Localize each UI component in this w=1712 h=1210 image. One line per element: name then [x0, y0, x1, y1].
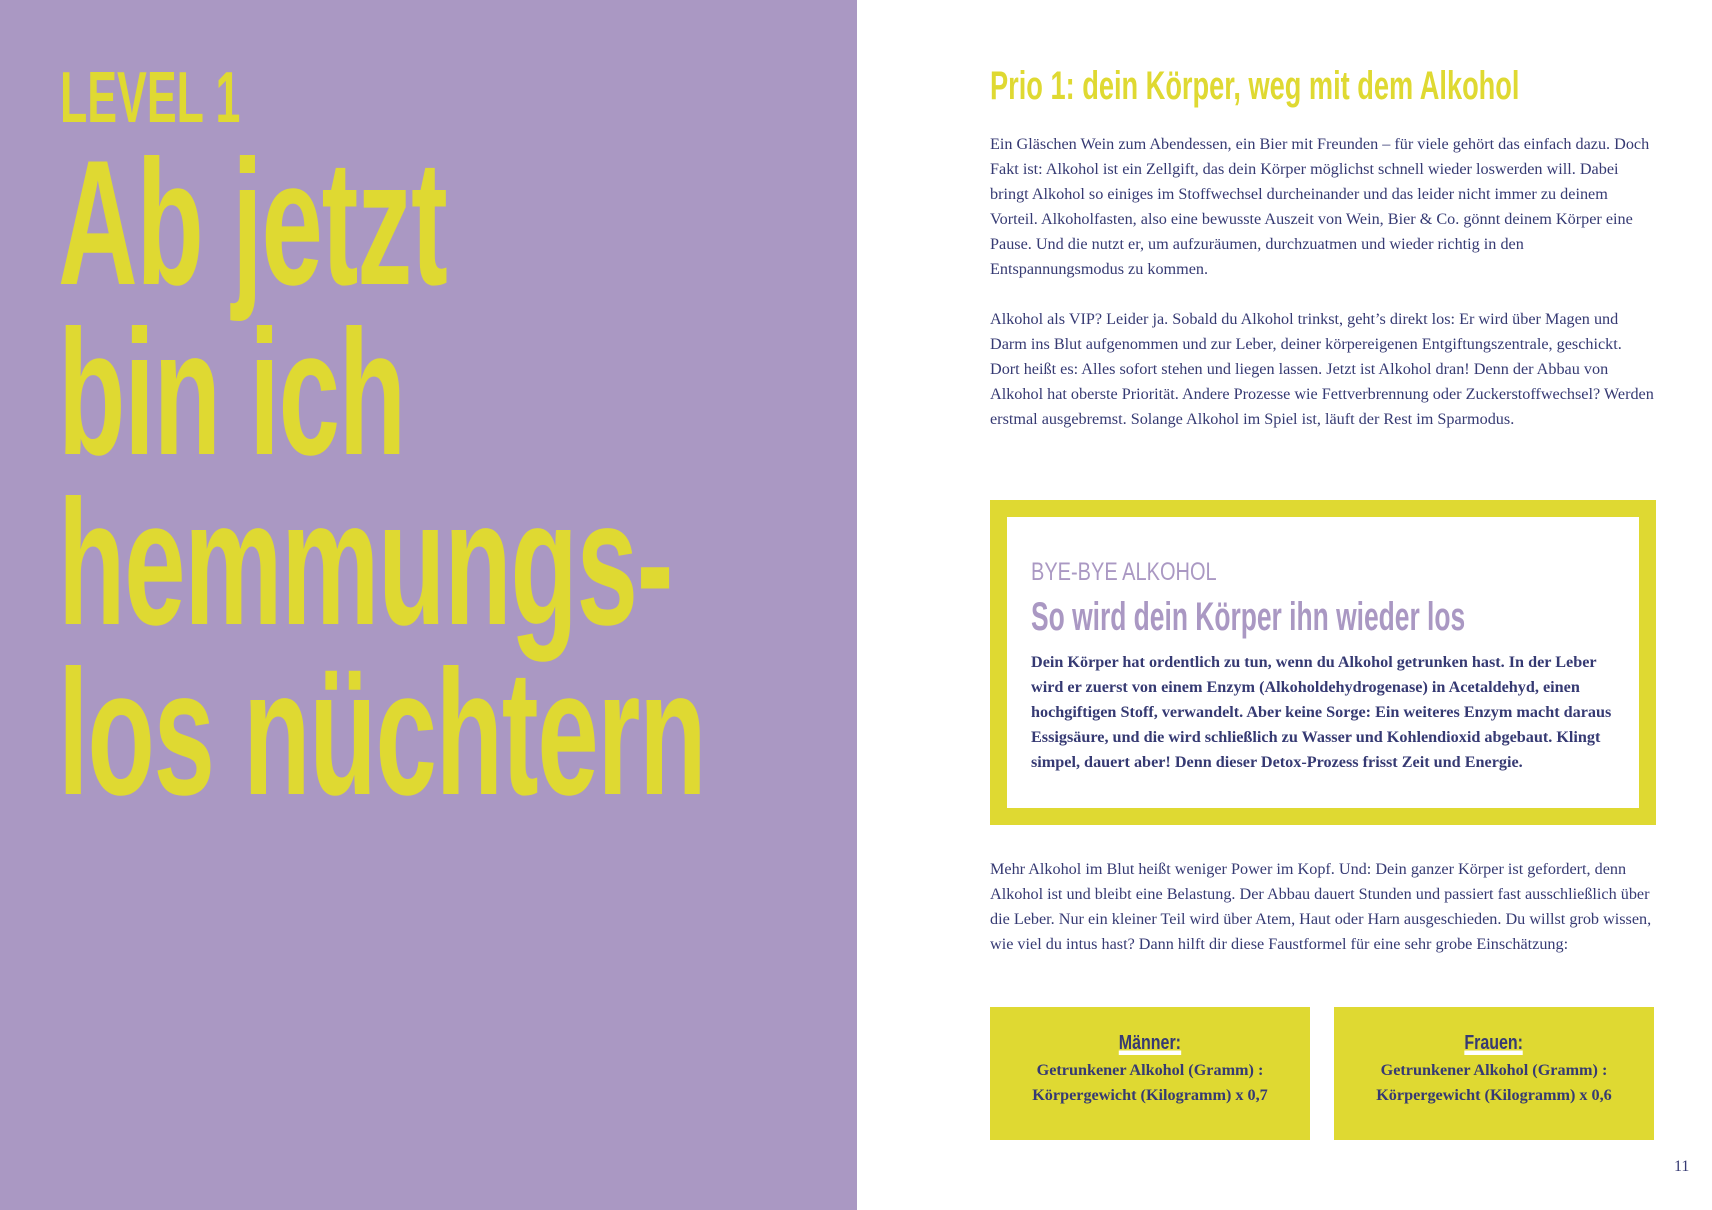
body-paragraph-3: Mehr Alkohol im Blut heißt weniger Power im Kopf. Und: Dein ganzer Körper ist gefordert, denn Alkohol ist und bleibt eine Belastung. Der Abbau dauert Stunden und passiert fast ausschließlich über die Leber. Nur ein kleiner Teil wird über Atem, Haut oder Harn ausgeschieden. Du willst grob wissen, wie viel du intus hast? Dann hilft dir diese Faustformel für eine sehr grobe Einschätzung:	[990, 860, 1652, 953]
section-title: Prio 1: dein Körper, weg mit dem Alkohol	[990, 64, 1520, 108]
formula-heading-men: Männer:	[1118, 1032, 1182, 1054]
level-label: LEVEL 1	[60, 58, 241, 138]
chapter-headline	[58, 123, 706, 832]
page-number: 11	[1674, 1158, 1690, 1175]
formula-box-men	[990, 1007, 1310, 1140]
callout-inner	[1007, 517, 1639, 808]
formula-women-line-2: Körpergewicht (Kilogramm) x 0,6	[1376, 1086, 1612, 1104]
right-page	[857, 0, 1712, 1210]
body-paragraph-1: Ein Gläschen Wein zum Abendessen, ein Bier mit Freunden – für viele gehört das einfach dazu. Doch Fakt ist: Alkohol ist ein Zellgift, das dein Körper möglichst schnell wieder loswerden will. Dabei bringt Alkohol so einiges im Stoffwechsel durcheinander und das leider nicht immer zu deinem Vorteil. Alkoholfasten, also eine bewusste Auszeit von Wein, Bier & Co. gönnt deinem Körper eine Pause. Und die nutzt er, um aufzuräumen, durchzuatmen und wieder richtig in den Entspannungsmodus zu kommen.	[990, 135, 1650, 278]
callout-title: So wird dein Körper ihn wieder los	[1031, 595, 1466, 639]
formula-box-women	[1334, 1007, 1654, 1140]
callout-kicker: BYE-BYE ALKOHOL	[1031, 558, 1217, 586]
formula-women-line-1: Getrunkener Alkohol (Gramm) :	[1380, 1061, 1608, 1079]
headline-line-1: Ab jetzt	[58, 123, 447, 322]
headline-line-4: los nüchtern	[58, 633, 706, 832]
formula-text-women	[1344, 1058, 1644, 1108]
headline-line-2: bin ich	[58, 293, 405, 492]
formula-men-line-2: Körpergewicht (Kilogramm) x 0,7	[1032, 1086, 1268, 1104]
formula-men-line-1: Getrunkener Alkohol (Gramm) :	[1036, 1061, 1264, 1079]
headline-line-3: hemmungs-	[58, 463, 673, 662]
formula-heading-women: Frauen:	[1464, 1032, 1524, 1054]
info-callout-box	[990, 500, 1656, 825]
body-paragraph-2: Alkohol als VIP? Leider ja. Sobald du Alkohol trinkst, geht’s direkt los: Er wird über Magen und Darm ins Blut aufgenommen und zur Leber, deiner körpereigenen Entgiftungszentrale, geschickt. Dort heißt es: Alles sofort stehen und liegen lassen. Jetzt ist Alkohol dran! Denn der Abbau von Alkohol hat oberste Priorität. Andere Prozesse wie Fettverbrennung oder Zuckerstoffwechsel? Werden erstmal ausgebremst. Solange Alkohol im Spiel ist, läuft der Rest im Sparmodus.	[990, 310, 1654, 428]
callout-text: Dein Körper hat ordentlich zu tun, wenn du Alkohol getrunken hast. In der Leber wird er zuerst von einem Enzym (Alkoholdehydrogenase) in Acetaldehyd, einen hochgiftigen Stoff, verwandelt. Aber keine Sorge: Ein weiteres Enzym macht daraus Essigsäure, und die wird schließlich zu Wasser und Kohlendioxid abgebaut. Klingt simpel, dauert aber! Denn dieser Detox-Prozess frisst Zeit und Energie.	[1031, 653, 1612, 771]
formula-text-men	[1000, 1058, 1300, 1108]
